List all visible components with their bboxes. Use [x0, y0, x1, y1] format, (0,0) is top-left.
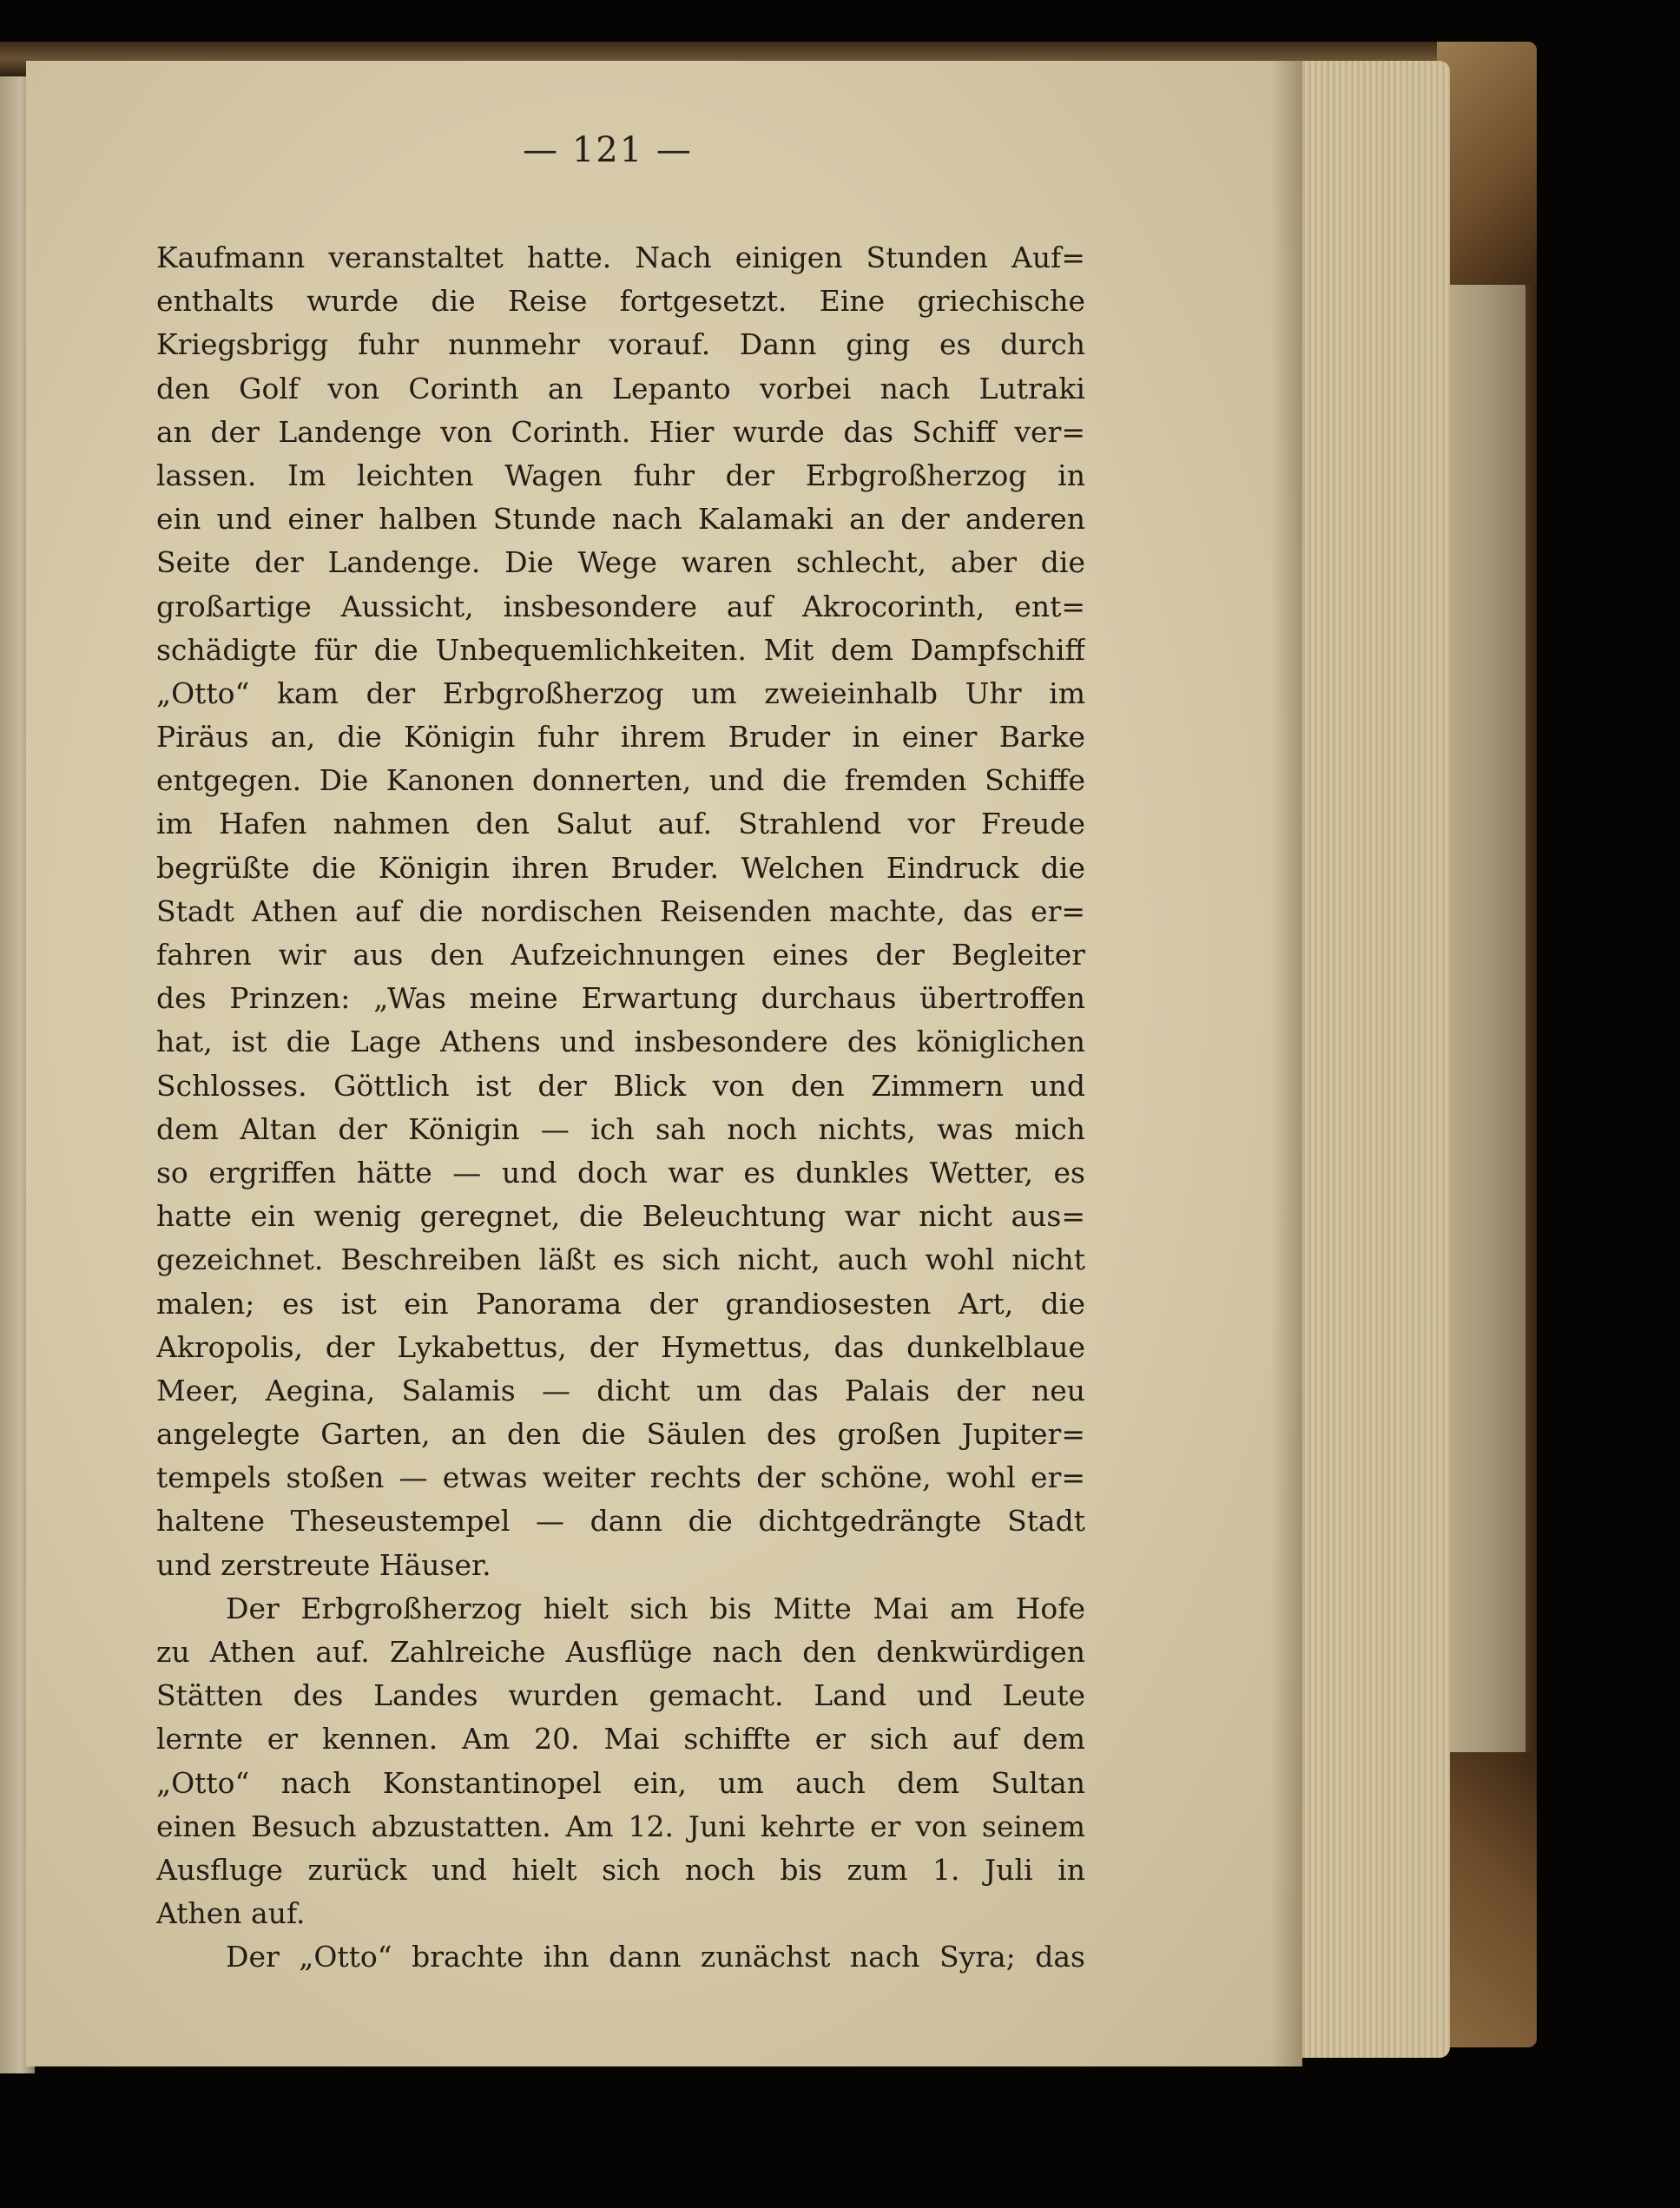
- text-line: Piräus an, die Königin fuhr ihrem Bruder in einer Barke: [156, 720, 1085, 755]
- text-line: Schlosses. Göttlich ist der Blick von den Zimmern und: [156, 1068, 1085, 1103]
- text-line: einen Besuch abzustatten. Am 12. Juni kehrte er von seinem: [156, 1809, 1085, 1843]
- text-line: enthalts wurde die Reise fortgesetzt. Eine griechische: [156, 284, 1085, 319]
- text-line: haltene Theseustempel — dann die dichtgedrängte Stadt: [156, 1504, 1085, 1539]
- page-stack-edges: [1294, 61, 1450, 2058]
- text-line: Ausfluge zurück und hielt sich noch bis zum 1. Juli in: [156, 1852, 1085, 1887]
- text-line: und zerstreute Häuser.: [156, 1547, 491, 1582]
- text-line: so ergriffen hätte — und doch war es dunkles Wetter, es: [156, 1155, 1085, 1190]
- text-line: Athen auf.: [156, 1896, 306, 1931]
- book-cover-right: [1437, 42, 1537, 2047]
- text-line: Der „Otto“ brachte ihn dann zunächst nach Syra; das: [226, 1940, 1085, 1974]
- text-line: entgegen. Die Kanonen donnerten, und die fremden Schiffe: [156, 763, 1085, 798]
- leather-corner-top: [1437, 42, 1537, 285]
- text-line: tempels stoßen — etwas weiter rechts der schöne, wohl er=: [156, 1460, 1085, 1495]
- text-line: zu Athen auf. Zahlreiche Ausflüge nach den denkwürdigen: [156, 1635, 1085, 1669]
- text-line: gezeichnet. Beschreiben läßt es sich nicht, auch wohl nicht: [156, 1242, 1085, 1277]
- text-line: malen; es ist ein Panorama der grandiosesten Art, die: [156, 1286, 1085, 1321]
- text-line: lassen. Im leichten Wagen fuhr der Erbgroßherzog in: [156, 458, 1085, 492]
- text-line: Der Erbgroßherzog hielt sich bis Mitte Mai am Hofe: [226, 1591, 1085, 1625]
- text-line: lernte er kennen. Am 20. Mai schiffte er sich auf dem: [156, 1722, 1085, 1757]
- text-line: hatte ein wenig geregnet, die Beleuchtung war nicht aus=: [156, 1199, 1085, 1234]
- text-line: „Otto“ nach Konstantinopel ein, um auch dem Sultan: [156, 1765, 1085, 1800]
- text-line: hat, ist die Lage Athens und insbesondere des königlichen: [156, 1025, 1085, 1059]
- text-line: fahren wir aus den Aufzeichnungen eines der Begleiter: [156, 938, 1085, 972]
- text-line: angelegte Garten, an den die Säulen des großen Jupiter=: [156, 1417, 1085, 1452]
- text-line: Akropolis, der Lykabettus, der Hymettus, das dunkelblaue: [156, 1329, 1085, 1364]
- page-number: — 121 —: [523, 130, 693, 170]
- text-line: großartige Aussicht, insbesondere auf Akrocorinth, ent=: [156, 589, 1085, 623]
- text-line: Kaufmann veranstaltet hatte. Nach einigen Stunden Auf=: [156, 241, 1085, 274]
- text-line: im Hafen nahmen den Salut auf. Strahlend vor Freude: [156, 807, 1085, 841]
- text-line: begrüßte die Königin ihren Bruder. Welchen Eindruck die: [156, 850, 1085, 885]
- text-line: Meer, Aegina, Salamis — dicht um das Palais der neu: [156, 1373, 1085, 1407]
- text-line: an der Landenge von Corinth. Hier wurde das Schiff ver=: [156, 414, 1085, 449]
- text-line: dem Altan der Königin — ich sah noch nichts, was mich: [156, 1111, 1085, 1146]
- text-line: den Golf von Corinth an Lepanto vorbei nach Lutraki: [156, 371, 1085, 405]
- leather-corner-bottom: [1437, 1752, 1537, 2047]
- body-text: [156, 236, 1085, 1980]
- cover-board: [1447, 285, 1525, 1752]
- text-line: Kriegsbrigg fuhr nunmehr vorauf. Dann ging es durch: [156, 327, 1085, 362]
- text-line: Seite der Landenge. Die Wege waren schlecht, aber die: [156, 545, 1085, 580]
- text-line: schädigte für die Unbequemlichkeiten. Mit dem Dampfschiff: [156, 632, 1085, 667]
- text-line: „Otto“ kam der Erbgroßherzog um zweieinhalb Uhr im: [156, 676, 1085, 710]
- text-line: ein und einer halben Stunde nach Kalamaki an der anderen: [156, 502, 1085, 537]
- text-line: Stätten des Landes wurden gemacht. Land und Leute: [156, 1678, 1085, 1713]
- text-line: Stadt Athen auf die nordischen Reisenden machte, das er=: [156, 893, 1085, 928]
- text-line: des Prinzen: „Was meine Erwartung durchaus übertroffen: [156, 981, 1085, 1016]
